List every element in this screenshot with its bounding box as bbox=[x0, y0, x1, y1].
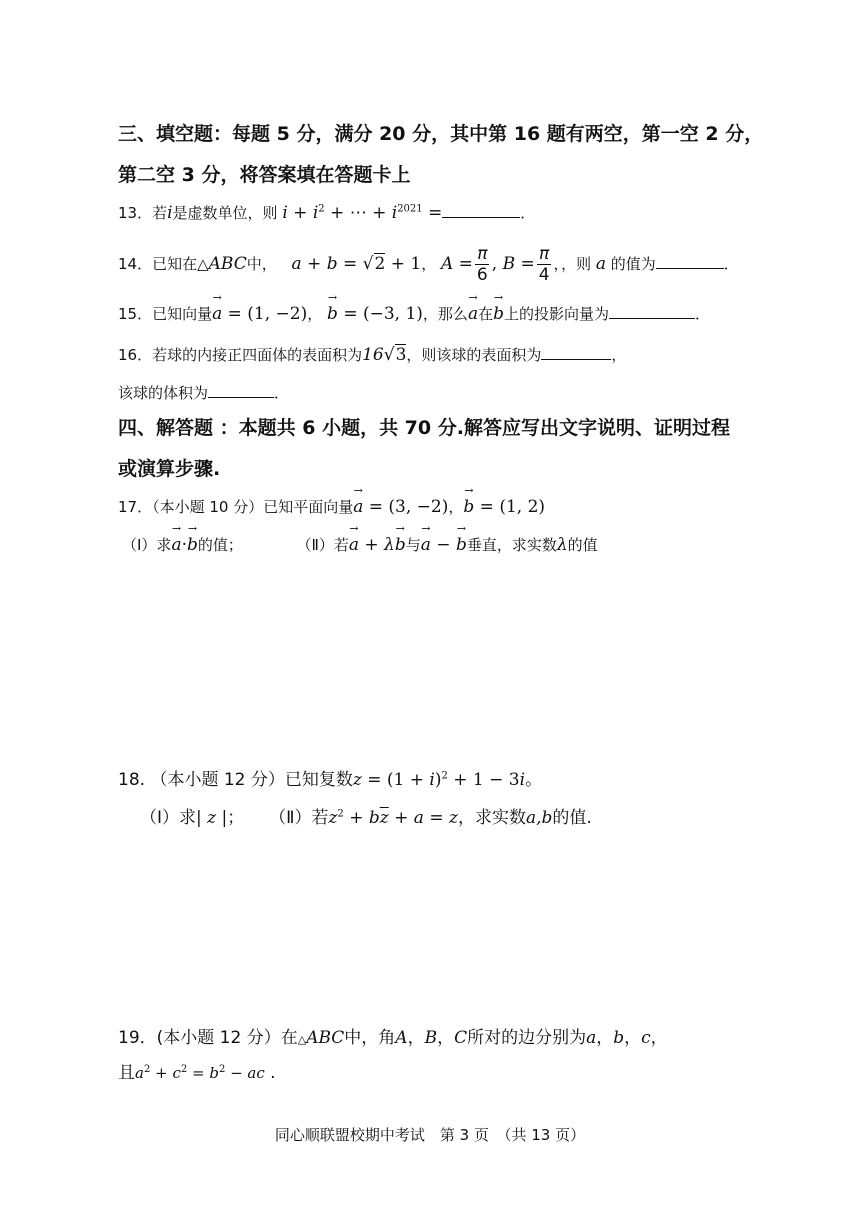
question-18-parts: （Ⅰ）求| z |； （Ⅱ）若$z^2 + b\overline{z} + a = z$，求实数a,b的值. bbox=[140, 808, 592, 828]
question-13: 13．若i是虚数单位，则 $i + i^2$ + ⋯ + $i^{2021}$ = ． bbox=[118, 203, 536, 223]
answer-blank[interactable] bbox=[442, 203, 520, 218]
question-17: 17．（本小题 10 分）已知平面向量→ a = (3, −2)，→ b = (1, 2) bbox=[118, 496, 545, 517]
answer-blank[interactable] bbox=[609, 304, 695, 319]
question-18: 18. （本小题 12 分）已知复数$z = (1 + i)^2 + 1 - 3i$。 bbox=[118, 770, 543, 790]
question-19-line2: 且$a^2 + c^2 = b^2$ − ac . bbox=[118, 1063, 276, 1083]
question-16-line2: 该球的体积为 ． bbox=[118, 384, 290, 402]
answer-blank[interactable] bbox=[541, 345, 611, 360]
question-16: 16．若球的内接正四面体的表面积为16√3，则该球的表面积为 ， bbox=[118, 345, 627, 365]
question-17-parts: （Ⅰ）求→ a·→ b的值； （Ⅱ）若→ a + λ→ b与→ a − → b垂直，求实数λ的值 bbox=[122, 534, 598, 555]
section-4-heading-line2: 或演算步骤. bbox=[118, 458, 221, 480]
section-3-heading-line1: 三、填空题：每题 5 分，满分 20 分，其中第 16 题有两空，第一空 2 分， bbox=[118, 123, 764, 145]
answer-blank[interactable] bbox=[208, 383, 274, 398]
section-3-heading-line2: 第二空 3 分，将答案填在答题卡上 bbox=[118, 164, 411, 186]
question-14: 14．已知在△ABC中， a + b = √2 + 1， A = $\frac{\pi}{6}$ , B = $\frac{\pi}{4}$ ，，则 a 的值为 ． bbox=[118, 244, 739, 285]
question-19: 19．(本小题 12 分）在△ABC中，角A，B，C所对的边分别为a，b，c， bbox=[118, 1028, 668, 1048]
question-15: 15．已知向量→ a = (1, −2)， → b = (−3, 1)，那么→ a在→ b上的投影向量为 ． bbox=[118, 303, 710, 324]
section-4-heading-line1: 四、解答题 ：本题共 6 小题，共 70 分.解答应写出文字说明、证明过程 bbox=[118, 417, 730, 439]
page-footer: 同心顺联盟校期中考试 第 3 页 （共 13 页） bbox=[274, 1126, 586, 1144]
answer-blank[interactable] bbox=[656, 254, 724, 269]
